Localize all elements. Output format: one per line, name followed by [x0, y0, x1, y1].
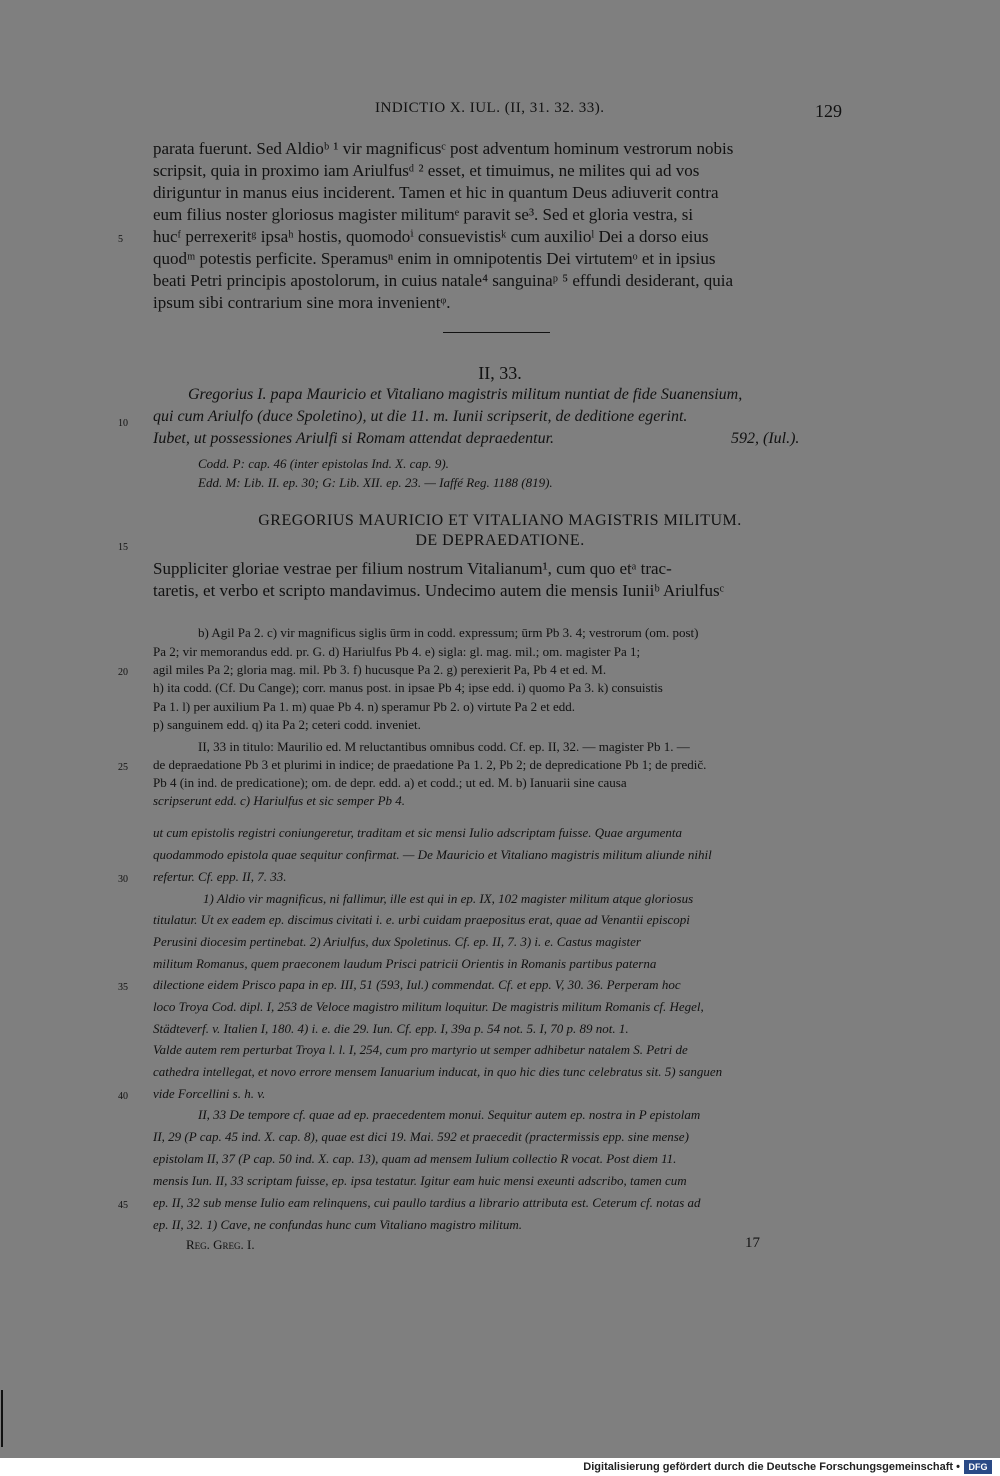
body-line: scripsit, quia in proximo iam Ariulfusᵈ ² esset, et timuimus, ne milites qui ad vos [153, 161, 700, 180]
apparatus-line: de depraedatione Pb 3 et plurimi in indice; de praedatione Pa 1. 2, Pb 2; de depredicatione Pb 1; de predič. [153, 757, 707, 772]
note-line: ep. II, 32. 1) Cave, ne confundas hunc cum Vitaliano magistro militum. [153, 1217, 523, 1232]
body-line: eum filius noster gloriosus magister militumᵉ paravit se³. Sed et gloria vestra, si [153, 205, 694, 224]
apparatus-line: scripserunt edd. c) Hariulfus et sic semper Pb 4. [153, 793, 406, 808]
funding-note: Digitalisierung gefördert durch die Deutsche Forschungsgemeinschaft • [583, 1461, 960, 1473]
note-line: militum Romanus, quem praeconem laudum Prisci patricii Orientis in Romanis partibus paterna [153, 956, 657, 971]
line-number: 10 [118, 418, 128, 429]
codices-line: Edd. M: Lib. II. ep. 30; G: Lib. XII. ep. 23. — Iaffé Reg. 1188 (819). [198, 475, 553, 490]
body-line: parata fuerunt. Sed Aldioᵇ ¹ vir magnificusᶜ post adventum hominum vestrorum nobis [153, 139, 734, 158]
scan-edge-mark [1, 1390, 3, 1447]
note-line: 1) Aldio vir magnificus, ni fallimur, ille est qui in ep. IX, 102 magister militum atque gloriosus [203, 891, 694, 906]
note-line: titulatur. Ut ex eadem ep. discimus civitati i. e. urbi cuidam praepositus erat, quae ad Venantii episcopi [153, 912, 690, 927]
note-line: cathedra intellegat, et novo errore mensem Ianuarium inducat, in quo hic dies tunc celebratus sit. 5) sanguen [153, 1064, 723, 1079]
letter-number: II, 33. [478, 363, 522, 383]
summary-line: Gregorius I. papa Mauricio et Vitaliano magistris militum nuntiat de fide Suanensium, [188, 386, 743, 403]
note-line: quodammodo epistola quae sequitur confirmat. — De Mauricio et Vitaliano magistris militum aliunde nihil [153, 847, 712, 862]
line-number: 35 [118, 982, 128, 993]
apparatus-line: h) ita codd. (Cf. Du Cange); corr. manus post. in ipsae Pb 4; ipse edd. i) quomo Pa 3. k) consuistis [153, 680, 663, 695]
dfg-logo: DFG [964, 1460, 992, 1474]
note-line: II, 33 De tempore cf. quae ad ep. praecedentem monui. Sequitur autem ep. nostra in P epistolam [198, 1107, 701, 1122]
note-line: mensis Iun. II, 33 scriptam fuisse, ep. ipsa testatur. Igitur eam huic mensi exeunti adscribo, tamen cum [153, 1173, 687, 1188]
line-number: 45 [118, 1200, 128, 1211]
body-line: hucᶠ perrexeritᵍ ipsaʰ hostis, quomodoⁱ consuevistisᵏ cum auxilioˡ Dei a dorso eius [153, 227, 709, 246]
summary-line: qui cum Ariulfo (duce Spoletino), ut die 11. m. Iunii scripserit, de deditione egerint. [153, 408, 688, 425]
note-line: loco Troya Cod. dipl. I, 253 de Veloce magistro militum loquitur. De magistris militum Romanis cf. Hegel, [153, 999, 704, 1014]
note-line: refertur. Cf. epp. II, 7. 33. [153, 869, 287, 884]
apparatus-line: Pb 4 (in ind. de predicatione); om. de depr. edd. a) et codd.; ut ed. M. b) Ianuarii sine causa [153, 775, 627, 790]
line-number: 5 [118, 234, 123, 245]
letter-line: Suppliciter gloriae vestrae per filium nostrum Vitalianum¹, cum quo etᵃ trac- [153, 559, 672, 578]
apparatus-line: II, 33 in titulo: Maurilio ed. M reluctantibus omnibus codd. Cf. ep. II, 32. — magister Pb 1. — [198, 739, 690, 754]
codices-line: Codd. P: cap. 46 (inter epistolas Ind. X. cap. 9). [198, 456, 449, 471]
apparatus-line: b) Agil Pa 2. c) vir magnificus siglis ūrm in codd. expressum; ūrm Pb 3. 4; vestrorum (om. post) [198, 625, 699, 640]
running-title: INDICTIO X. IUL. (II, 31. 32. 33). [375, 100, 605, 116]
signature-sheet: 17 [745, 1235, 760, 1251]
line-number: 25 [118, 762, 128, 773]
line-number: 30 [118, 874, 128, 885]
note-line: vide Forcellini s. h. v. [153, 1086, 266, 1101]
apparatus-line: Pa 1. l) per auxilium Pa 1. m) quae Pb 4. n) speramur Pb 2. o) virtute Pa 2 et edd. [153, 699, 576, 714]
note-line: ut cum epistolis registri coniungeretur, traditam et sic mensi Iulio adscriptam fuisse. Quae argumenta [153, 825, 682, 840]
letter-line: taretis, et verbo et scripto mandavimus. Undecimo autem die mensis Iuniiᵇ Ariulfusᶜ [153, 581, 724, 600]
letter-heading: GREGORIUS MAURICIO ET VITALIANO MAGISTRIS MILITUM. [258, 512, 742, 529]
line-number: 20 [118, 667, 128, 678]
note-line: ep. II, 32 sub mense Iulio eam relinquens, cui paullo tardius a librario attributa est. Ceterum cf. notas ad [153, 1195, 701, 1210]
note-line: dilectione eidem Prisco papa in ep. III, 51 (593, Iul.) commendat. Cf. et epp. V, 30. 36. Perperam hoc [153, 977, 681, 992]
note-line: II, 29 (P cap. 45 ind. X. cap. 8), quae est dici 19. Mai. 592 et praecedit (practermissis epp. sine mense) [153, 1129, 689, 1144]
note-line: epistolam II, 37 (P cap. 50 ind. X. cap. 13), quam ad mensem Iulium collectio R vocat. Post diem 11. [153, 1151, 677, 1166]
body-line: beati Petri principis apostolorum, in cuius natale⁴ sanguinaᵖ ⁵ effundi desiderant, quia [153, 271, 734, 290]
letter-heading: DE DEPRAEDATIONE. [415, 532, 585, 549]
body-line: diriguntur in manus eius inciderent. Tamen et hic in quantum Deus adiuverit contra [153, 183, 719, 202]
body-line: ipsum sibi contrarium sine mora invenientᵠ. [153, 293, 451, 312]
summary-line: Iubet, ut possessiones Ariulfi si Romam attendat depraedentur. [153, 430, 555, 447]
note-line: Städteverf. v. Italien I, 180. 4) i. e. die 29. Iun. Cf. epp. I, 39a p. 54 not. 5. I, 70 p. 89 not. 1. [153, 1021, 629, 1036]
apparatus-line: agil miles Pa 2; gloria mag. mil. Pb 3. f) hucusque Pa 2. g) perexierit Pa, Pb 4 et ed. M. [153, 662, 607, 677]
note-line: Valde autem rem perturbat Troya l. l. I, 254, cum pro martyrio ut semper adhibetur natalem S. Petri de [153, 1042, 688, 1057]
signature-series: Reg. Greg. I. [186, 1237, 255, 1252]
line-number: 15 [118, 542, 128, 553]
page-number: 129 [815, 101, 842, 121]
note-line: Perusini diocesim pertinebat. 2) Ariulfus, dux Spoletinus. Cf. ep. II, 7. 3) i. e. Castus magister [153, 934, 641, 949]
line-number: 40 [118, 1091, 128, 1102]
body-line: quodᵐ potestis perficite. Speramusⁿ enim in omnipotentis Dei virtutemᵒ et in ipsius [153, 249, 716, 268]
apparatus-line: Pa 2; vir memorandus edd. pr. G. d) Hariulfus Pb 4. e) sigla: gl. mag. mil.; om. magister Pa 1; [153, 644, 641, 659]
summary-date: 592, (Iul.). [731, 430, 800, 447]
section-divider [443, 332, 550, 333]
apparatus-line: p) sanguinem edd. q) ita Pa 2; ceteri codd. inveniet. [153, 717, 421, 732]
